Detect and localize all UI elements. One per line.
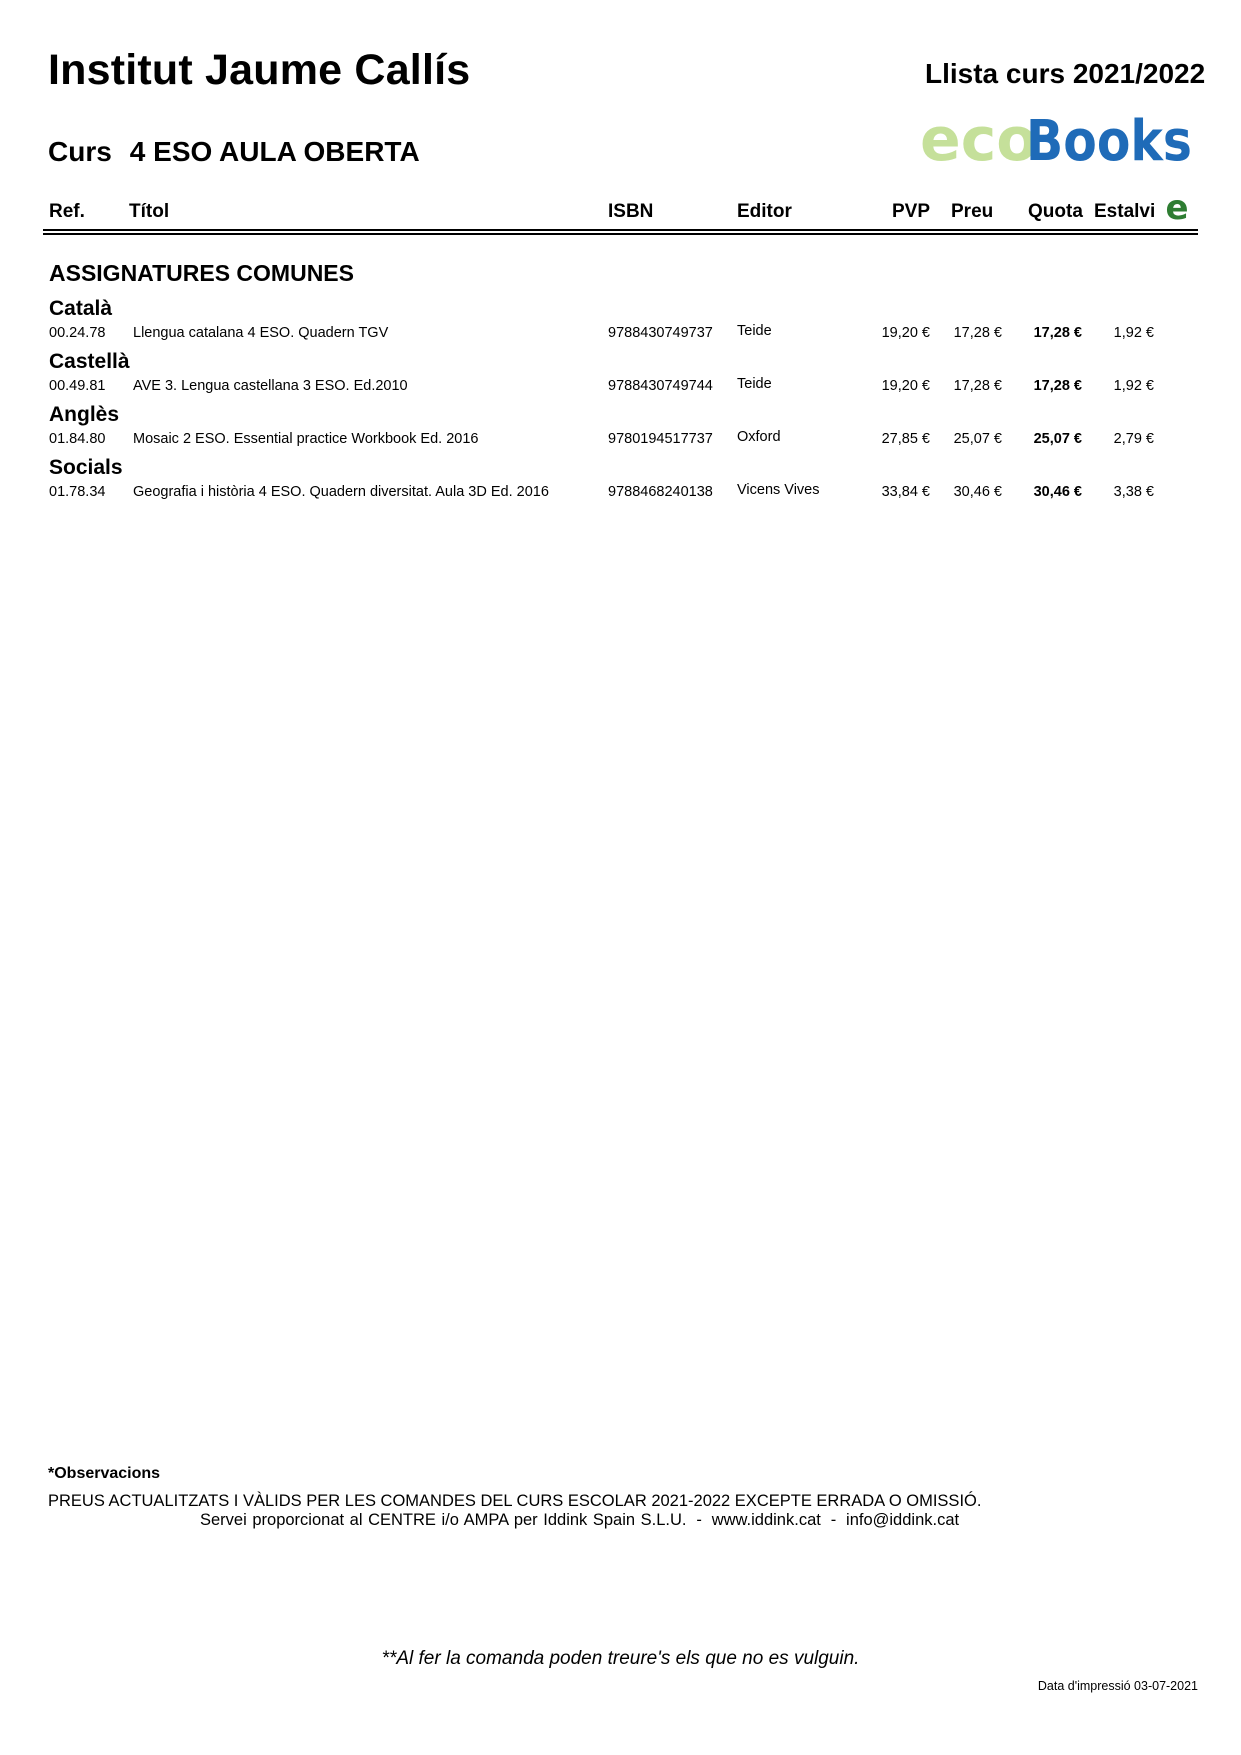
- book-title: AVE 3. Lengua castellana 3 ESO. Ed.2010: [133, 378, 408, 394]
- book-title: Llengua catalana 4 ESO. Quadern TGV: [133, 325, 389, 341]
- subject-heading: Català: [49, 297, 113, 320]
- separator: -: [696, 1511, 702, 1529]
- subject-heading: Anglès: [49, 403, 120, 426]
- book-preu: 17,28 €: [953, 378, 1002, 394]
- eco-badge-letter: e: [1165, 188, 1189, 228]
- col-header-pvp: PVP: [892, 201, 931, 222]
- col-header-preu: Preu: [951, 201, 994, 222]
- book-preu: 30,46 €: [953, 484, 1002, 500]
- book-pvp: 27,85 €: [881, 431, 930, 447]
- print-date: Data d'impressió 03-07-2021: [1037, 1679, 1198, 1693]
- website-link[interactable]: www.iddink.cat: [711, 1511, 821, 1529]
- book-pvp: 19,20 €: [881, 325, 930, 341]
- section-title: ASSIGNATURES COMUNES: [49, 260, 354, 286]
- eco-badge-icon: [1162, 188, 1192, 228]
- col-header-titol: Títol: [129, 201, 170, 222]
- col-header-editor: Editor: [737, 201, 792, 222]
- book-preu: 25,07 €: [953, 431, 1002, 447]
- logo-books-text: Books: [1026, 109, 1192, 174]
- book-ref: 00.49.81: [49, 378, 106, 394]
- col-header-quota: Quota: [1028, 201, 1083, 222]
- book-isbn: 9780194517737: [608, 431, 713, 447]
- order-note: **Al fer la comanda poden treure's els que no es vulguin.: [381, 1648, 860, 1669]
- book-editor: Teide: [737, 376, 772, 392]
- observations-title: *Observacions: [48, 1465, 161, 1482]
- book-preu: 17,28 €: [953, 325, 1002, 341]
- logo-eco-text: eco: [920, 105, 1038, 175]
- book-ref: 01.84.80: [49, 431, 106, 447]
- book-estalvi: 1,92 €: [1113, 378, 1154, 394]
- book-editor: Oxford: [737, 429, 781, 445]
- header-rule-bottom: [43, 233, 1198, 235]
- book-title: Mosaic 2 ESO. Essential practice Workbook Ed. 2016: [133, 431, 479, 447]
- book-pvp: 33,84 €: [881, 484, 930, 500]
- book-quota: 30,46 €: [1033, 484, 1082, 500]
- book-estalvi: 3,38 €: [1113, 484, 1154, 500]
- book-title: Geografia i història 4 ESO. Quadern diversitat. Aula 3D Ed. 2016: [133, 484, 549, 500]
- course-name: 4 ESO AULA OBERTA: [129, 136, 420, 167]
- book-ref: 00.24.78: [49, 325, 106, 341]
- ecobooks-logo: [918, 104, 1196, 175]
- book-estalvi: 2,79 €: [1113, 431, 1154, 447]
- col-header-isbn: ISBN: [608, 201, 654, 222]
- book-editor: Teide: [737, 323, 772, 339]
- book-quota: 17,28 €: [1033, 325, 1082, 341]
- book-estalvi: 1,92 €: [1113, 325, 1154, 341]
- book-isbn: 9788430749737: [608, 325, 713, 341]
- observations-text: PREUS ACTUALITZATS I VÀLIDS PER LES COMANDES DEL CURS ESCOLAR 2021-2022 EXCEPTE ERRADA O OMISSIÓ.: [48, 1492, 982, 1510]
- col-header-estalvi: Estalvi: [1094, 201, 1156, 222]
- subject-heading: Castellà: [49, 350, 130, 373]
- separator: -: [830, 1511, 837, 1529]
- service-line: [200, 1511, 959, 1530]
- col-header-ref: Ref.: [49, 201, 85, 222]
- course-heading: [48, 136, 420, 168]
- book-quota: 25,07 €: [1033, 431, 1082, 447]
- school-name: Institut Jaume Callís: [48, 46, 471, 94]
- service-text: Servei proporcionat al CENTRE i/o AMPA per Iddink Spain S.L.U.: [200, 1511, 687, 1529]
- book-isbn: 9788468240138: [608, 484, 713, 500]
- header-rule-top: [43, 229, 1198, 231]
- book-isbn: 9788430749744: [608, 378, 713, 394]
- book-pvp: 19,20 €: [881, 378, 930, 394]
- list-title: Llista curs 2021/2022: [925, 58, 1206, 89]
- book-quota: 17,28 €: [1033, 378, 1082, 394]
- book-editor: Vicens Vives: [737, 482, 820, 498]
- subject-heading: Socials: [49, 456, 123, 479]
- book-ref: 01.78.34: [49, 484, 106, 500]
- course-label: Curs: [48, 136, 112, 167]
- email-link[interactable]: info@iddink.cat: [846, 1511, 960, 1529]
